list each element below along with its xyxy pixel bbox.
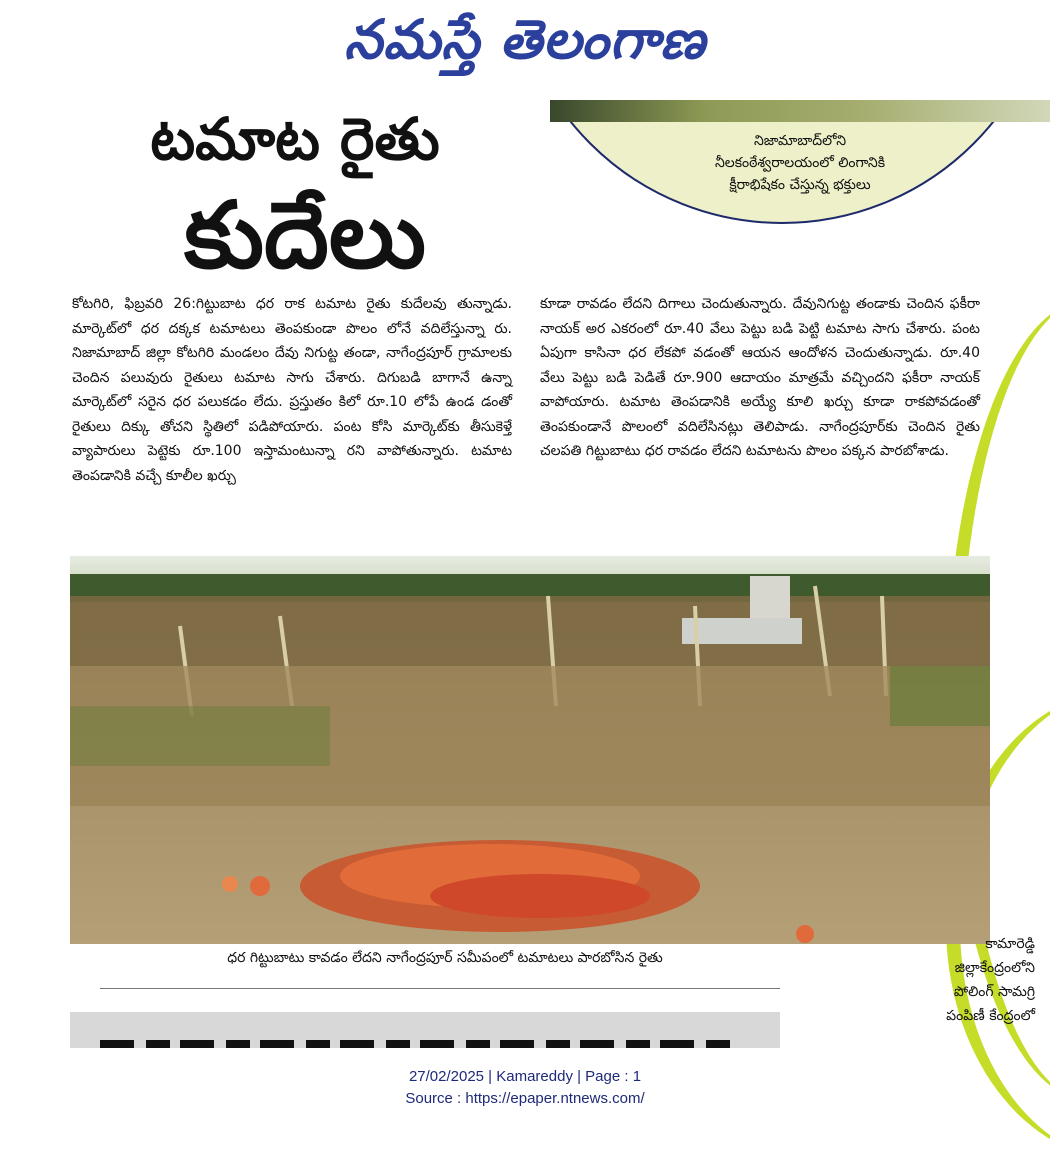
side-caption-line: కామారెడ్డి [985,936,1035,952]
footer-date-edition: 27/02/2025 | Kamareddy | Page : 1 [408,1068,642,1085]
top-caption-line: నీలకంఠేశ్వరాలయంలో లింగానికి [714,155,886,171]
headline-line-1: టమాట రైతు [150,105,440,173]
field-illustration [70,556,990,944]
headline-line-2: కుదేలు [184,182,426,289]
top-caption-line: క్షీరాభిషేకం చేస్తున్న భక్తులు [729,177,871,193]
top-photo-image [550,100,1050,122]
article-right-column: కూడా రావడం లేదని దిగాలు చెందుతున్నారు. దేవునిగుట్ట తండాకు చెందిన ఫకీరా నాయక్ అర ఎకరంలో రూ.40 వేలు పెట్టు బడి పెట్టి టమాట సాగు చేశారు. పంట ఏపుగా కాసినా ధర లేకపో వడంతో ఆయన ఆందోళన చెందుతున్నాడు. రూ.40 వేలు పెట్టు బడి పెడితే రూ.900 ఆదాయం మాత్రమే వచ్చిందని ఫకీరా నాయక్ వాపోయారు. టమాట తెంపడానికి అయ్యే కూలి ఖర్చు కూడా రాకపోవడంతో తెంపకుండానే పొలంలో వదిలేసినట్లు తెలిపాడు. నాగేంద్రపూర్‌కు చెందిన రైతు చలపతి గిట్టుబాటు ధర రావడం లేదని టమాటను పొలం పక్కన పారబోశాడు. [540,296,980,459]
top-caption-line: నిజామాబాద్‌లోని [753,133,847,149]
top-photo-panel [510,100,1050,250]
truncated-headline-graphic [100,1040,740,1048]
footer-source: Source : https://epaper.ntnews.com/ [405,1090,645,1107]
side-photo-caption [860,932,1035,1028]
side-caption-line: జిల్లాకేంద్రంలోని [954,960,1035,976]
newspaper-title: నమస్తే తెలంగాణ [344,7,706,71]
article-left-column: కోటగిరి, ఫిబ్రవరి 26:గిట్టుబాట ధర రాక టమాట రైతు కుదేలవు తున్నాడు. మార్కెట్‌లో ధర దక్కక టమాటలు తెంపకుండా పొలం లోనే వదిలేస్తున్నా రు. నిజామాబాద్ జిల్లా కోటగిరి మండలం దేవు నిగుట్ట తండా, నాగేంద్రపూర్ గ్రామాలకు చెందిన పలువురు రైతులు టమాట సాగు చేశారు. దిగుబడి బాగానే ఉన్నా మార్కెట్‌లో సరైన ధర పలుకడం లేదు. ప్రస్తుతం కిలో రూ.10 లోపే ఉండ డంతో రైతులు దిక్కు తోచని స్థితిలో పడిపోయారు. పంట కోసి మార్కెట్‌కు తీసుకెళ్తే వ్యాపారులు పెట్టెకు రూ.100 ఇస్తామంటున్నా రని వాపోతున్నారు. టమాట తెంపడానికి వచ్చే కూలీల ఖర్చు [72,296,512,484]
tomato-field-photo [70,556,990,944]
next-article-header [70,1012,780,1048]
caption-divider [100,988,780,989]
main-photo-caption: ధర గిట్టుబాటు కావడం లేదని నాగేంద్రపూర్ సమీపంలో టమాటలు పారబోసిన రైతు [227,950,663,966]
side-caption-line: పోలింగ్ సామగ్రి [953,984,1035,1000]
top-photo-caption [670,130,930,196]
masthead [0,0,1050,92]
side-caption-line: పంపిణీ కేంద్రంలో [946,1008,1035,1024]
